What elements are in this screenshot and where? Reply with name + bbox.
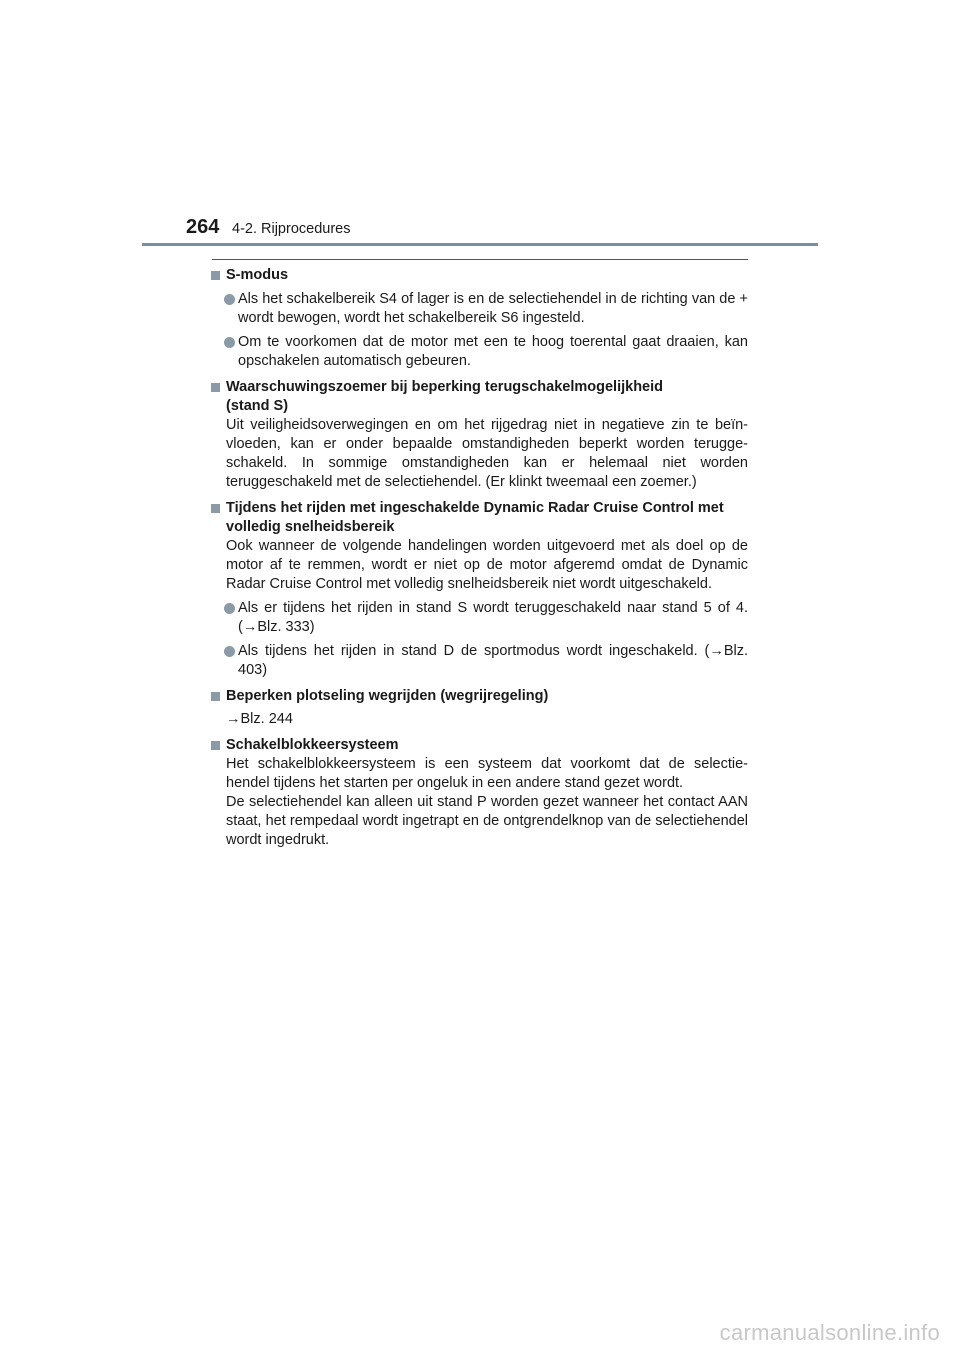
- heading-wegrijden: [210, 687, 748, 706]
- list-item: [210, 333, 748, 371]
- content-divider: [212, 259, 748, 260]
- paragraph-blokkeer-2: De selectiehendel kan alleen uit stand P worden gezet wanneer het contact AAN staat, het rempedaal wordt ingetrapt en de ontgrendelknop van de selectiehendel wordt ingedrukt.: [226, 794, 748, 848]
- square-bullet-icon: [211, 383, 220, 392]
- square-bullet-icon: [211, 271, 220, 280]
- list-item: [210, 642, 748, 680]
- paragraph-blokkeer-1: Het schakelblokkeersysteem is een systeem dat voorkomt dat de selectie- hendel tijdens het starten per ongeluk in een andere stand gezet wordt.: [226, 756, 748, 791]
- heading-text-line2: (stand S): [226, 398, 289, 414]
- round-bullet-icon: [224, 337, 235, 348]
- square-bullet-icon: [211, 692, 220, 701]
- heading-s-modus: [210, 266, 748, 285]
- heading-radar: [210, 499, 748, 537]
- round-bullet-icon: [224, 646, 235, 657]
- heading-schakelblokkeer: [210, 736, 748, 755]
- page-reference: →Blz. 244: [226, 711, 293, 727]
- list-item-text: Om te voorkomen dat de motor met een te hoog toerental gaat draaien, kan opschakelen automatisch gebeuren.: [238, 334, 748, 369]
- watermark: carmanualsonline.info: [719, 1320, 940, 1345]
- list-item-text: Als het schakelbereik S4 of lager is en de selectiehendel in de richting van de + wordt bewogen, wordt het schakelbereik S6 ingesteld.: [238, 291, 748, 326]
- round-bullet-icon: [224, 603, 235, 614]
- header-divider: [142, 243, 818, 246]
- list-item-text: Als er tijdens het rijden in stand S wordt teruggeschakeld naar stand 5 of 4. (→Blz. 333): [238, 600, 748, 635]
- list-item: [210, 599, 748, 637]
- page-content: [210, 266, 748, 850]
- heading-zoemer: [210, 378, 748, 416]
- list-item-text: Als tijdens het rijden in stand D de sportmodus wordt ingeschakeld. (→Blz. 403): [238, 643, 748, 678]
- heading-text-line1: Waarschuwingszoemer bij beperking terugschakelmogelijkheid: [226, 379, 663, 395]
- heading-text: Schakelblokkeersysteem: [226, 737, 399, 753]
- square-bullet-icon: [211, 504, 220, 513]
- paragraph-radar: Ook wanneer de volgende handelingen worden uitgevoerd met als doel op de motor af te remmen, wordt er niet op de motor afgeremd omdat de Dynamic Radar Cruise Control met volledig snelheidsbereik niet wordt uitgeschakeld.: [226, 538, 748, 592]
- heading-text: Beperken plotseling wegrijden (wegrijregeling): [226, 688, 549, 704]
- paragraph-zoemer: Uit veiligheidsoverwegingen en om het rijgedrag niet in negatieve zin te beïn- vloeden, kan er onder bepaalde omstandigheden beperkt worden terugge- schakeld. In sommige omstandigheden kan er helemaal niet worden teruggeschakeld met de selectiehendel. (Er klinkt tweemaal een zoemer.): [226, 417, 748, 490]
- round-bullet-icon: [224, 294, 235, 305]
- list-item: [210, 290, 748, 328]
- heading-text: Tijdens het rijden met ingeschakelde Dynamic Radar Cruise Control met volledig snelheidsbereik: [226, 500, 724, 535]
- page-number: 264: [186, 216, 220, 238]
- section-title: 4-2. Rijprocedures: [232, 221, 351, 237]
- square-bullet-icon: [211, 741, 220, 750]
- heading-text: S-modus: [226, 267, 289, 283]
